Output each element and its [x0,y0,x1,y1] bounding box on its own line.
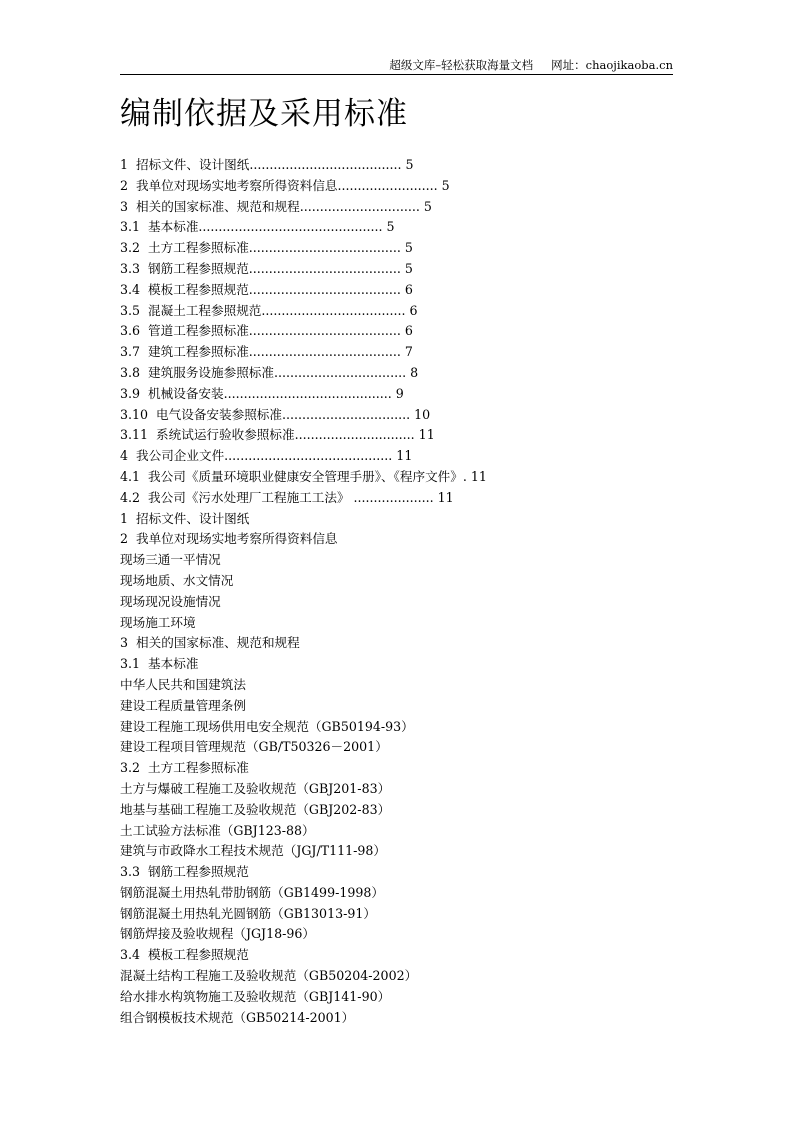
content-line: 建设工程项目管理规范（GB/T50326－2001） [120,739,388,755]
content-line: 现场三通一平情况 [120,552,221,568]
content-line: 现场施工环境 [120,614,196,630]
toc-entry: 1 招标文件、设计图纸...................................... 5 [120,157,414,172]
content-line: 中华人民共和国建筑法 [120,676,246,692]
toc-entry: 3.2 土方工程参照标准...................................... 5 [120,240,413,256]
content-line: 建筑与市政降水工程技术规范（JGJ/T111-98） [120,843,387,859]
toc-entry: 3.6 管道工程参照标准...................................... 6 [120,323,413,339]
toc-entry: 3.4 模板工程参照规范...................................... 6 [120,281,413,297]
header-site: 超级文库–轻松获取海量文档 [389,58,534,72]
toc-entry: 3.7 建筑工程参照标准...................................... 7 [120,344,413,360]
page-title: 编制依据及采用标准 [120,96,408,132]
toc-entry: 2 我单位对现场实地考察所得资料信息......................... 5 [120,177,450,193]
content-line: 给水排水构筑物施工及验收规范（GBJ141-90） [120,988,391,1004]
content-line: 建设工程施工现场供用电安全规范（GB50194-93） [120,718,414,734]
content-line: 3 相关的国家标准、规范和规程 [120,635,300,651]
content-list [120,509,487,1029]
content-line: 混凝土结构工程施工及验收规范（GB50204-2002） [120,968,418,984]
content-line: 土工试验方法标准（GBJ123-88） [120,822,315,838]
toc-entry: 3.8 建筑服务设施参照标准................................. 8 [120,364,419,380]
document-body [120,155,487,1028]
content-line: 地基与基础工程施工及验收规范（GBJ202-83） [120,801,391,817]
content-line: 3.1 基本标准 [120,656,199,672]
toc-entry: 4.1 我公司《质量环境职业健康安全管理手册》、《程序文件》. 11 [120,468,487,484]
toc-entry: 3.3 钢筋工程参照规范...................................... 5 [120,260,413,276]
toc-entry: 4.2 我公司《污水处理厂工程施工工法》 .................... 11 [120,489,454,505]
content-line: 组合钢模板技术规范（GB50214-2001） [120,1009,355,1025]
header-url: 网址：chaojikaoba.cn [551,58,673,72]
toc-entry: 4 我公司企业文件.......................................... 11 [120,448,413,464]
toc-entry: 3 相关的国家标准、规范和规程.............................. 5 [120,198,432,214]
toc-entry: 3.9 机械设备安装.......................................... 9 [120,385,404,401]
toc-entry: 3.11 系统试运行验收参照标准.............................. 11 [120,427,435,443]
content-line: 3.4 模板工程参照规范 [120,947,249,963]
content-line: 现场地质、水文情况 [120,572,234,588]
content-line: 建设工程质量管理条例 [120,697,246,713]
content-line: 土方与爆破工程施工及验收规范（GBJ201-83） [120,780,391,796]
table-of-contents [120,155,487,509]
toc-entry: 3.5 混凝土工程参照规范.................................... 6 [120,302,418,318]
content-line: 钢筋混凝土用热轧带肋钢筋（GB1499-1998） [120,884,384,900]
content-line: 钢筋混凝土用热轧光圆钢筋（GB13013-91） [120,905,376,921]
toc-entry: 3.1 基本标准.............................................. 5 [120,219,395,235]
content-line: 3.3 钢筋工程参照规范 [120,864,249,880]
toc-entry: 3.10 电气设备安装参照标准................................ 10 [120,406,431,422]
content-line: 3.2 土方工程参照标准 [120,760,249,776]
content-line: 2 我单位对现场实地考察所得资料信息 [120,531,338,547]
page-header [120,56,673,75]
content-line: 1 招标文件、设计图纸 [120,510,250,526]
content-line: 钢筋焊接及验收规程（JGJ18-96） [120,926,315,942]
content-line: 现场现况设施情况 [120,593,221,609]
